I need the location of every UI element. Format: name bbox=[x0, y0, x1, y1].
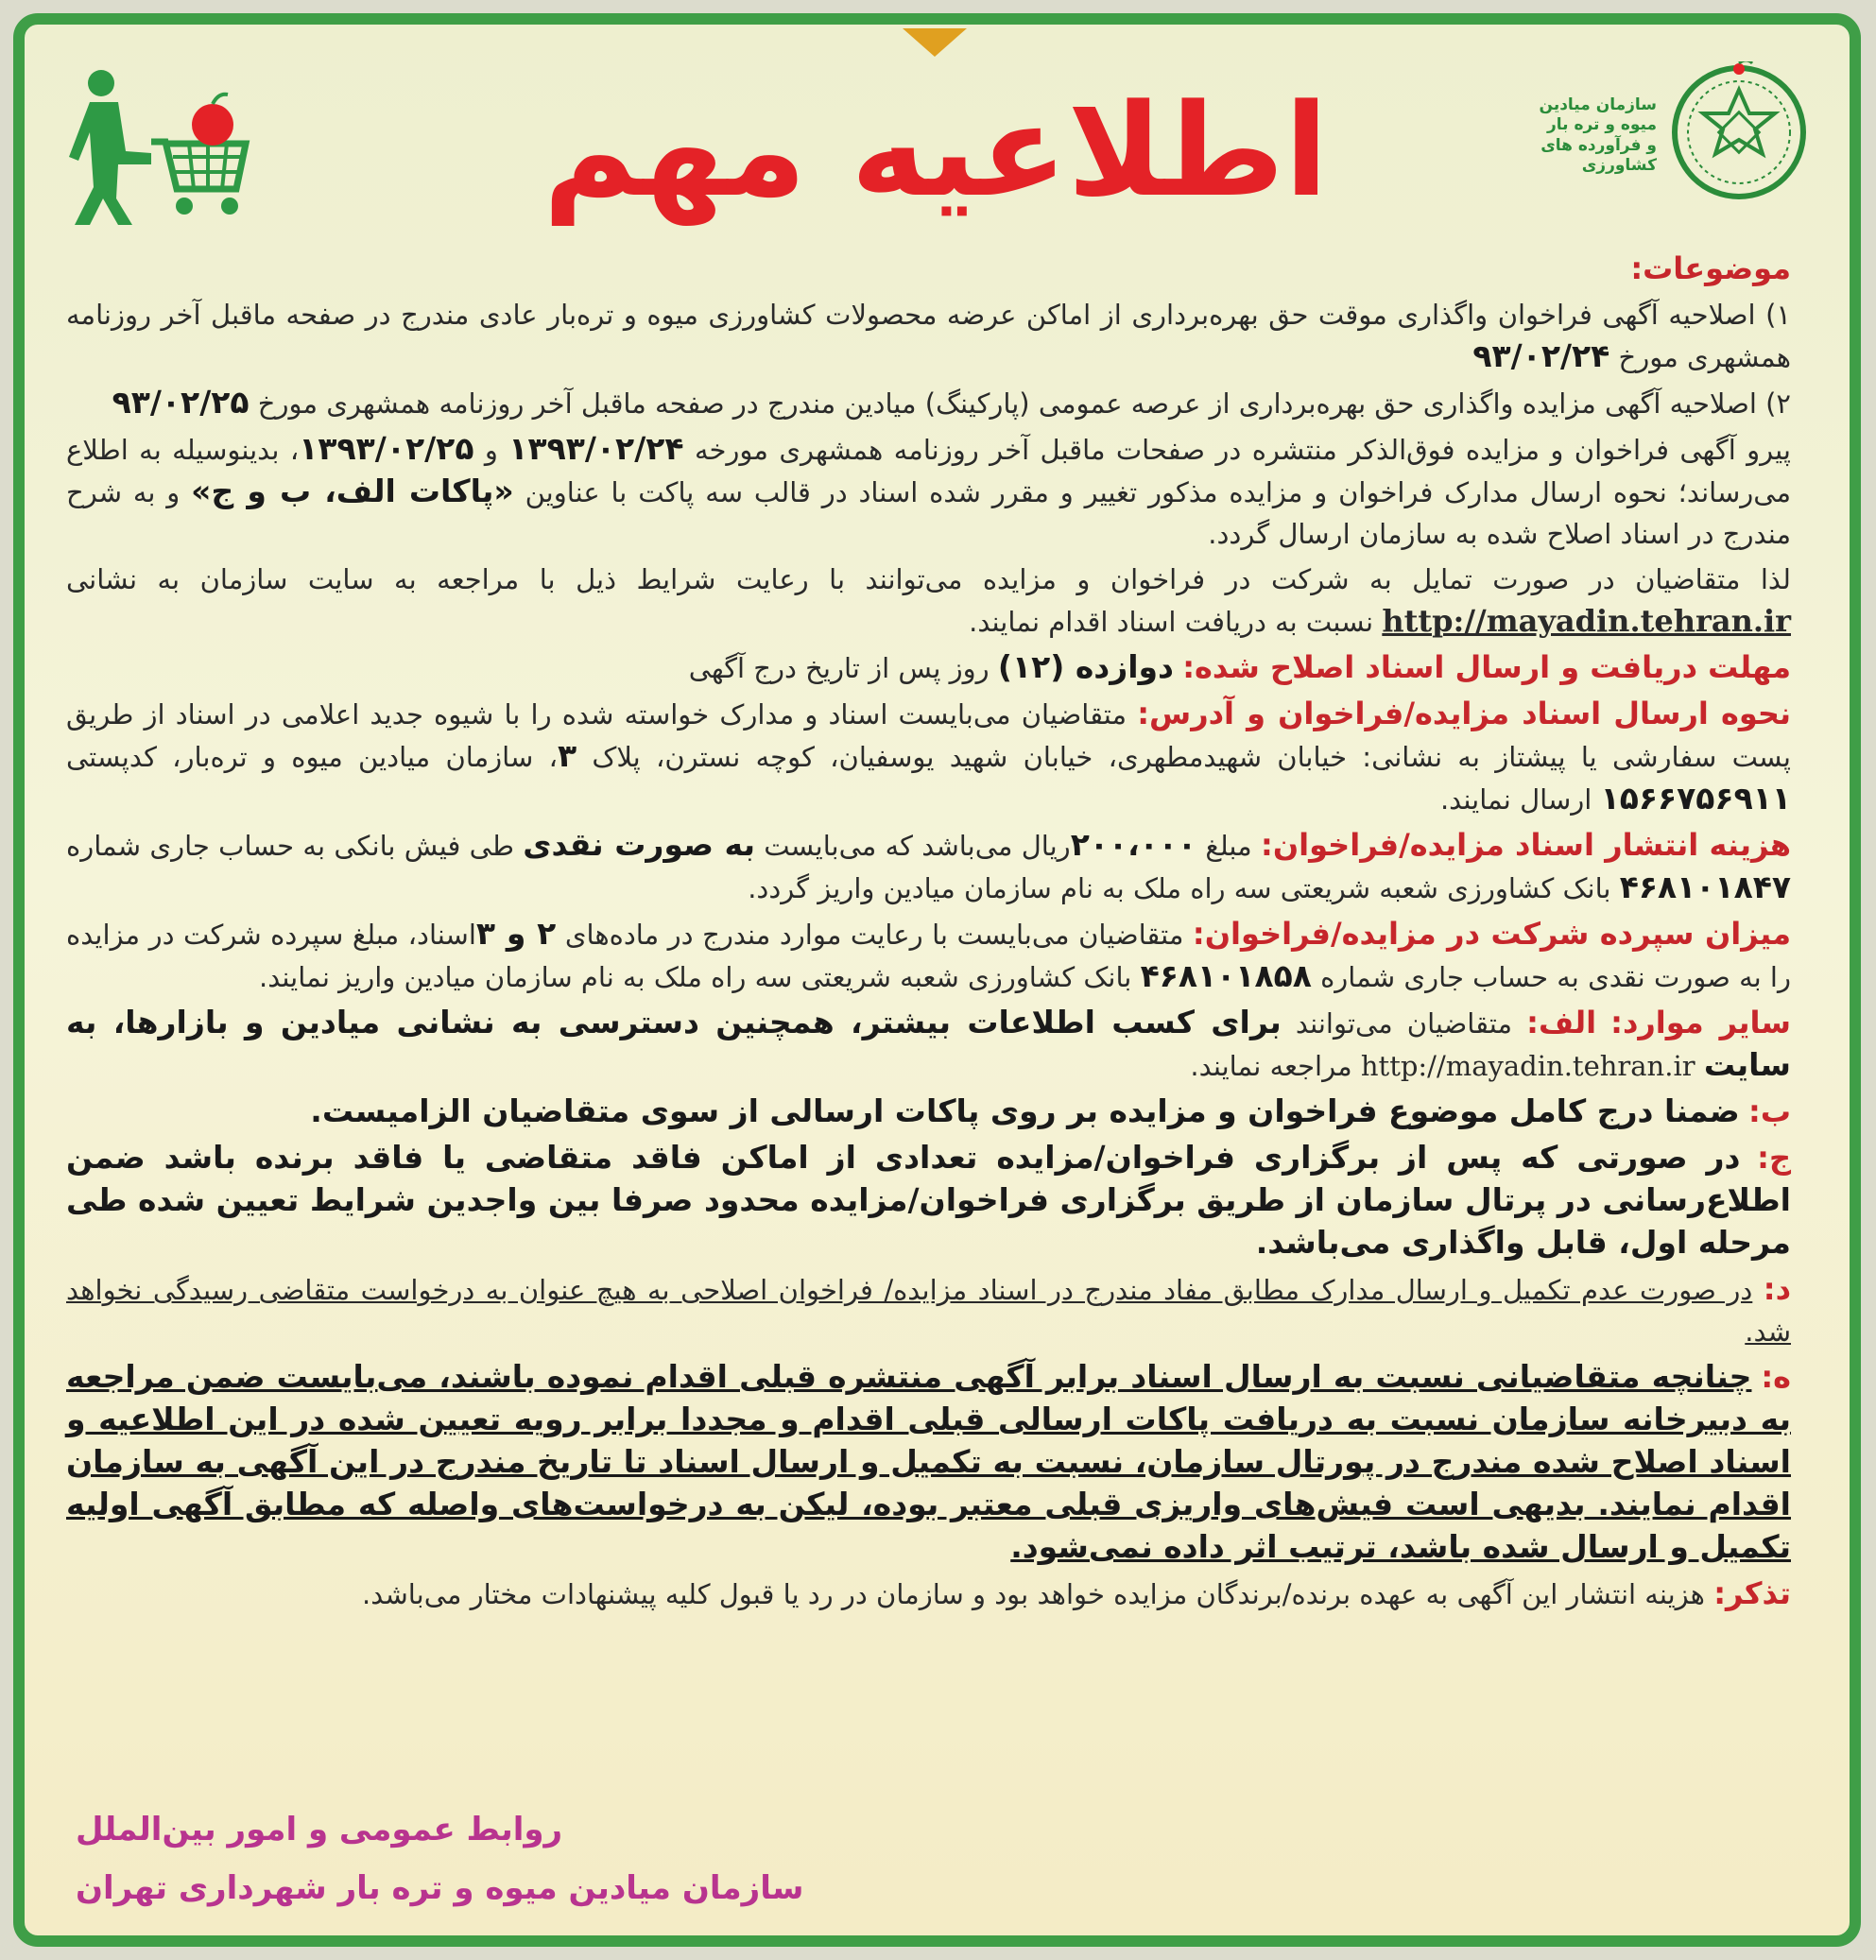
fee-text-c: طی فیش بانکی به حساب جاری شماره bbox=[66, 830, 514, 862]
notice-body bbox=[66, 248, 1791, 1619]
deadline-text: روز پس از تاریخ درج آگهی bbox=[688, 652, 990, 684]
other-be-paragraph bbox=[66, 1091, 1791, 1133]
logo-line: میوه و تره بار bbox=[1546, 115, 1657, 135]
website-link[interactable]: http://mayadin.tehran.ir bbox=[1382, 603, 1791, 639]
subjects-label: موضوعات: bbox=[1630, 250, 1791, 286]
sending-label: نحوه ارسال اسناد مزایده/فراخوان و آدرس: bbox=[1137, 696, 1792, 731]
sending-text-a: متقاضیان می‌بایست اسناد و مدارک خواسته شده را با شیوه جدید اعلامی در اسناد از طریق پست سفارشی یا پیشتاز به نشانی: خیابان شهیدمطهری، خیابان شهید یوسفیان، کوچه نسترن، پلاک bbox=[66, 698, 1791, 773]
website-text-a: لذا متقاضیان در صورت تمایل به شرکت در فراخوان و مزایده می‌توانند با رعایت شرایط ذیل با مراجعه به سایت سازمان به نشانی bbox=[66, 563, 1791, 595]
sending-plaque: ۳ bbox=[557, 737, 577, 774]
intro-text-b: ، بدینوسیله به اطلاع می‌رساند؛ نحوه ارسال مدارک فراخوان و مزایده مذکور تغییر و مقرر شده اسناد در قالب سه پاکت با عناوین bbox=[66, 434, 1792, 508]
other-dal-text: در صورت عدم تکمیل و ارسال مدارک مطابق مفاد مندرج در اسناد مزایده/ فراخوان اصلاحی به هیچ عنوان به درخواست متقاضی رسیدگی نخواهد شد. bbox=[66, 1274, 1791, 1348]
other-label: سایر موارد: bbox=[1610, 1005, 1792, 1040]
other-alef-text-c: مراجعه نمایند. bbox=[1190, 1050, 1352, 1082]
deadline-label: مهلت دریافت و ارسال اسناد اصلاح شده: bbox=[1182, 649, 1791, 685]
signature-organization: سازمان میادین میوه و تره بار شهرداری تهران bbox=[76, 1869, 804, 1907]
fee-paragraph bbox=[66, 824, 1791, 909]
intro-date-2: ۱۳۹۳/۰۲/۲۵ bbox=[299, 430, 474, 467]
other-he-text: چنانچه متقاضیانی نسبت به ارسال اسناد برابر آگهی منتشره قبلی اقدام نموده باشند، می‌بایست ضمن مراجعه به دبیرخانه سازمان نسبت به دریافت پاکات ارسالی قبلی اقدام و مجددا برابر رویه تعیین شده در این اطلاعیه و اسناد اصلاح شده مندرج در پورتال سازمان، نسبت به تکمیل و ارسال اسناد تا تاریخ مندرج در این آگهی به سازمان اقدام نمایند. بدیهی است فیش‌های واریزی قبلی معتبر بوده، لیکن به درخواست‌های واصله که مطابق آگهی اولیه تکمیل و ارسال شده باشد، ترتیب اثر داده نمی‌شود. bbox=[66, 1358, 1791, 1565]
signature-department: روابط عمومی و امور بین‌الملل bbox=[76, 1811, 563, 1848]
deadline-value: دوازده (۱۲) bbox=[997, 648, 1174, 685]
signature-block bbox=[76, 1800, 803, 1917]
other-be-marker: ب: bbox=[1748, 1093, 1791, 1129]
other-alef-text-a: متقاضیان می‌توانند bbox=[1295, 1007, 1513, 1040]
deposit-text-b: اسناد، مبلغ سپرده شرکت در مزایده را به صورت نقدی به حساب جاری شماره bbox=[66, 919, 1791, 993]
website-paragraph bbox=[66, 559, 1791, 643]
other-alef-paragraph bbox=[66, 1002, 1791, 1087]
other-he-marker: ه: bbox=[1761, 1359, 1791, 1395]
intro-packets: «پاکات الف، ب و ج» bbox=[191, 473, 514, 509]
note-paragraph bbox=[66, 1573, 1791, 1615]
organization-logo bbox=[1526, 61, 1810, 213]
other-dal-marker: د: bbox=[1763, 1271, 1791, 1307]
logo-text bbox=[1524, 95, 1657, 176]
other-jim-marker: ج: bbox=[1757, 1140, 1792, 1176]
other-he-paragraph bbox=[66, 1356, 1791, 1569]
deposit-account-number: ۴۶۸۱۰۱۸۵۸ bbox=[1140, 957, 1312, 994]
sending-paragraph bbox=[66, 693, 1791, 820]
shopping-cart-icon bbox=[61, 66, 250, 227]
deposit-label: میزان سپرده شرکت در مزایده/فراخوان: bbox=[1192, 916, 1792, 952]
deadline-paragraph bbox=[66, 646, 1791, 689]
subject-item-2 bbox=[66, 382, 1791, 424]
top-tab-marker bbox=[903, 28, 967, 57]
intro-text-c: و به شرح مندرج در اسناد اصلاح شده به سازمان ارسال گردد. bbox=[66, 476, 1791, 550]
other-website-link[interactable]: http://mayadin.tehran.ir bbox=[1360, 1050, 1695, 1082]
fee-text-a: مبلغ bbox=[1205, 830, 1252, 862]
subject-item-1-text: ۱) اصلاحیه آگهی فراخوان واگذاری موقت حق بهره‌برداری از اماکن عرضه محصولات کشاورزی میوه و تره‌بار عادی مندرج در صفحه ماقبل آخر روزنامه همشهری مورخ bbox=[66, 299, 1791, 373]
other-be-text: ضمنا درج کامل موضوع فراخوان و مزایده بر روی پاکات ارسالی از سوی متقاضیان الزامیست. bbox=[310, 1092, 1740, 1129]
fee-label: هزینه انتشار اسناد مزایده/فراخوان: bbox=[1261, 827, 1792, 863]
fee-text-d: بانک کشاورزی شعبه شریعتی سه راه ملک به نام سازمان میادین واریز گردد. bbox=[748, 872, 1611, 904]
subjects-heading bbox=[66, 248, 1791, 290]
intro-paragraph bbox=[66, 428, 1791, 555]
subject-item-1 bbox=[66, 294, 1791, 378]
sending-text-b: ، سازمان میادین میوه و تره‌بار، کدپستی bbox=[66, 741, 558, 773]
subject-item-1-date: ۹۳/۰۲/۲۴ bbox=[1472, 337, 1610, 374]
other-jim-paragraph bbox=[66, 1137, 1791, 1264]
fee-amount: ۲۰۰،۰۰۰ bbox=[1070, 826, 1197, 863]
other-alef-text-b: برای کسب اطلاعات بیشتر، همچنین دسترسی به نشانی میادین و بازارها، به سایت bbox=[66, 1004, 1791, 1083]
intro-text-a: پیرو آگهی فراخوان و مزایده فوق‌الذکر منتشره در صفحات ماقبل آخر روزنامه همشهری مورخه bbox=[694, 434, 1791, 466]
other-alef-marker: الف: bbox=[1526, 1005, 1597, 1040]
subject-item-2-date: ۹۳/۰۲/۲۵ bbox=[112, 384, 250, 421]
logo-line: کشاورزی bbox=[1581, 155, 1657, 175]
seal-icon bbox=[1668, 61, 1810, 203]
fee-account-number: ۴۶۸۱۰۱۸۴۷ bbox=[1619, 868, 1791, 905]
deposit-text-c: بانک کشاورزی شعبه شریعتی سه راه ملک به نام سازمان میادین واریز نمایند. bbox=[258, 961, 1132, 993]
sending-postal-code: ۱۵۶۶۷۵۶۹۱۱ bbox=[1600, 780, 1791, 817]
deposit-paragraph bbox=[66, 913, 1791, 998]
other-jim-text: در صورتی که پس از برگزاری فراخوان/مزایده تعدادی از اماکن فاقد متقاضی یا فاقد برنده باشد ضمن اطلاع‌رسانی در پرتال سازمان از طریق برگزاری فراخوان/مزایده محدود صرفا بین واجدین شرایط تعیین شده طی مرحله اول، قابل واگذاری می‌باشد. bbox=[66, 1139, 1791, 1261]
sending-text-c: ارسال نمایند. bbox=[1439, 783, 1592, 816]
deposit-text-a: متقاضیان می‌بایست با رعایت موارد مندرج در ماده‌های bbox=[564, 919, 1184, 951]
fee-text-b: ریال می‌باشد که می‌بایست bbox=[764, 830, 1071, 862]
page-title: اطلاعیه مهم bbox=[542, 77, 1329, 225]
logo-line: و فرآورده های bbox=[1540, 135, 1657, 155]
intro-date-1: ۱۳۹۳/۰۲/۲۴ bbox=[508, 430, 684, 467]
fee-cash: به صورت نقدی bbox=[523, 826, 755, 863]
note-text: هزینه انتشار این آگهی به عهده برنده/برندگان مزایده خواهد بود و سازمان در رد یا قبول کلیه پیشنهادات مختار می‌باشد. bbox=[362, 1578, 1705, 1610]
website-text-b: نسبت به دریافت اسناد اقدام نمایند. bbox=[969, 606, 1374, 638]
subject-item-2-text: ۲) اصلاحیه آگهی مزایده واگذاری حق بهره‌برداری از عرصه عمومی (پارکینگ) میادین مندرج در صفحه ماقبل آخر روزنامه همشهری مورخ bbox=[257, 387, 1791, 420]
deposit-articles: ۲ و ۳ bbox=[475, 915, 557, 952]
logo-line: سازمان میادین bbox=[1539, 95, 1657, 114]
other-dal-paragraph bbox=[66, 1268, 1791, 1352]
intro-and: و bbox=[484, 434, 498, 466]
note-label: تذکر: bbox=[1713, 1575, 1791, 1611]
